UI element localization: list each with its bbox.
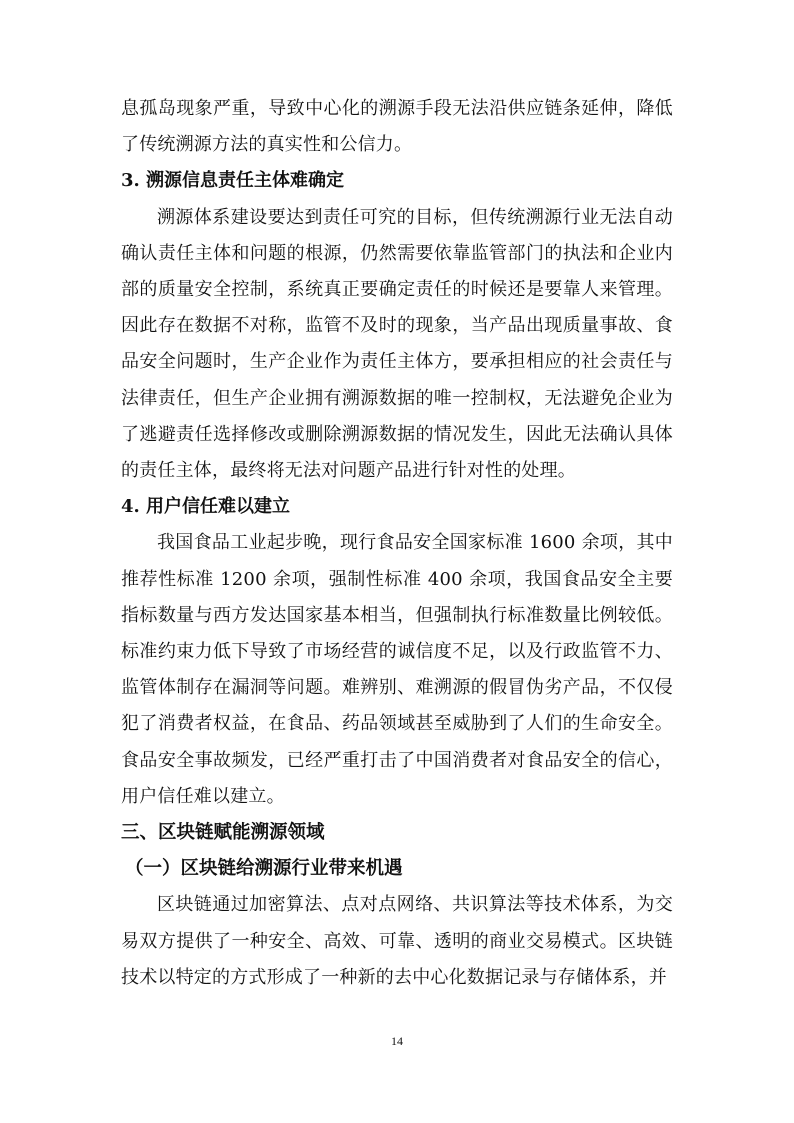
subsection-heading-1: （一）区块链给溯源行业带来机遇 [125,858,403,880]
paragraph-user-trust: 我国食品工业起步晚，现行食品安全国家标准 1600 余项，其中推荐性标准 1200 余项，强制性标准 400 余项，我国食品安全主要指标数量与西方发达国家基本相当，但强制执行标准数量比例较低。标准约束力低下导致了市场经营的诚信度不足，以及行政监管不力、监管体制存在漏洞等问题。难辨别、难溯源的假冒伪劣产品，不仅侵犯了消费者权益，在食品、药品领域甚至威胁到了人们的生命安全。食品安全事故频发，已经严重打击了中国消费者对食品安全的信心，用户信任难以建立。 [121,532,673,807]
section-heading-3: 3. 溯源信息责任主体难确定 [121,170,345,192]
page-body [121,91,673,996]
paragraph-responsibility: 溯源体系建设要达到责任可究的目标，但传统溯源行业无法自动确认责任主体和问题的根源，仍然需要依靠监管部门的执法和企业内部的质量安全控制，系统真正要确定责任的时候还是要靠人来管理。因此存在数据不对称，监管不及时的现象，当产品出现质量事故、食品安全问题时，生产企业作为责任主体方，要承担相应的社会责任与法律责任，但生产企业拥有溯源数据的唯一控制权，无法避免企业为了逃避责任选择修改或删除溯源数据的情况发生，因此无法确认具体的责任主体，最终将无法对问题产品进行针对性的处理。 [121,206,673,482]
chapter-heading-3: 三、区块链赋能溯源领域 [121,822,325,844]
paragraph-blockchain-intro: 区块链通过加密算法、点对点网络、共识算法等技术体系，为交易双方提供了一种安全、高效、可靠、透明的商业交易模式。区块链技术以特定的方式形成了一种新的去中心化数据记录与存储体系，并 [121,894,673,988]
page-number: 14 [391,1034,403,1048]
paragraph-continuation: 息孤岛现象严重，导致中心化的溯源手段无法沿供应链条延伸，降低了传统溯源方法的真实性和公信力。 [121,98,673,156]
section-heading-4: 4. 用户信任难以建立 [121,496,291,518]
